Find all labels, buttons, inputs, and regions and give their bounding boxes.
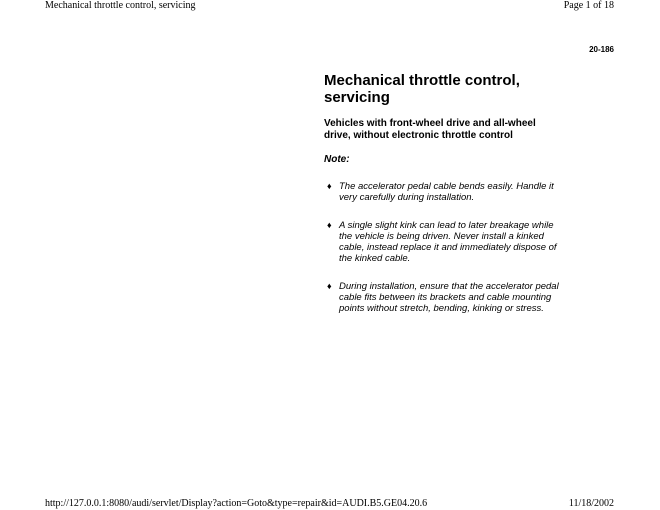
- header-document-title: Mechanical throttle control, servicing: [45, 0, 196, 11]
- list-item: [324, 281, 564, 314]
- note-bullet-list: [324, 181, 564, 314]
- list-item: [324, 181, 564, 203]
- note-label: Note:: [324, 154, 350, 165]
- diamond-bullet-icon: ♦: [327, 220, 332, 230]
- diamond-bullet-icon: ♦: [327, 181, 332, 191]
- bullet-text: During installation, ensure that the accelerator pedal cable fits between its brackets and cable mounting points without stretch, bending, kinking or stress.: [339, 281, 559, 314]
- bullet-text: A single slight kink can lead to later breakage while the vehicle is being driven. Never install a kinked cable, instead replace it and immediately dispose of the kinked cable.: [339, 220, 557, 264]
- footer-date: 11/18/2002: [568, 498, 614, 509]
- diamond-bullet-icon: ♦: [327, 281, 332, 291]
- main-content: [324, 72, 564, 331]
- header-page-number: Page 1 of 18: [563, 0, 614, 11]
- page-subtitle: Vehicles with front-wheel drive and all-wheel drive, without electronic throttle control: [324, 118, 536, 141]
- page-title: Mechanical throttle control, servicing: [324, 72, 520, 106]
- footer-url: http://127.0.0.1:8080/audi/servlet/Display?action=Goto&type=repair&id=AUDI.B5.GE04.20.6: [45, 498, 428, 509]
- page-code: 20-186: [589, 45, 614, 54]
- bullet-text: The accelerator pedal cable bends easily. Handle it very carefully during installation.: [339, 181, 554, 203]
- list-item: [324, 220, 564, 264]
